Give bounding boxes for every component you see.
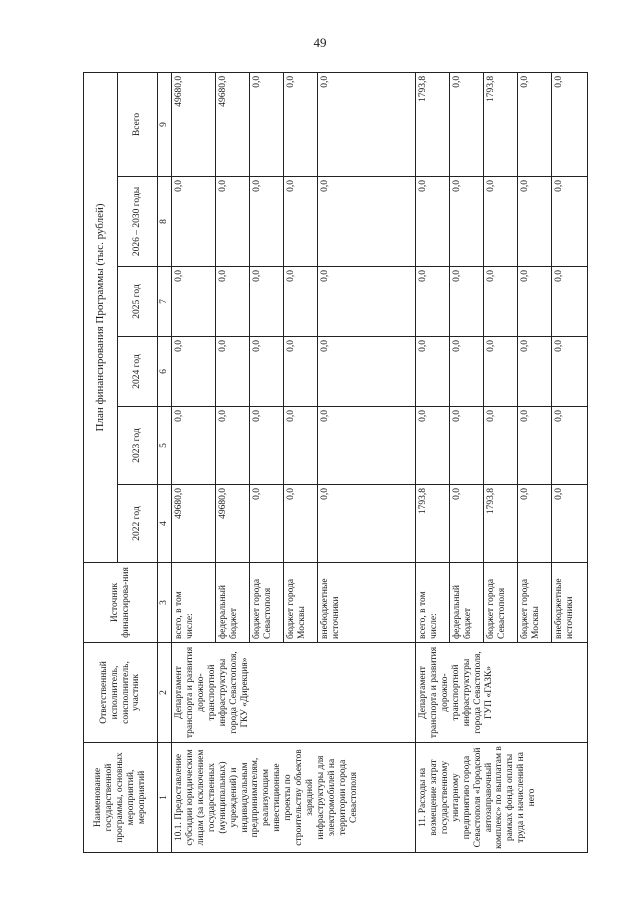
header-2026-2030: 2026 – 2030 годы [118, 177, 158, 267]
value-cell: 0,0 [552, 267, 588, 337]
value-cell: 0,0 [552, 407, 588, 485]
value-cell: 0,0 [284, 72, 318, 176]
value-cell: 0,0 [284, 337, 318, 407]
value-cell: 0,0 [216, 267, 250, 337]
value-cell: 0,0 [216, 337, 250, 407]
value-cell: 49680,0 [216, 485, 250, 563]
value-cell: 0,0 [318, 177, 416, 267]
measure-name: 11. Расходы на возмещение затрат государственному унитарному предприятию города Севастополя «Городской автозаправочный комплекс» по выплатам в рамках фонда оплаты труда и начислений на него [416, 743, 588, 853]
source-cell: бюджет города Москвы [284, 563, 318, 643]
header-2024: 2024 год [118, 337, 158, 407]
value-cell: 0,0 [250, 337, 284, 407]
value-cell: 0,0 [552, 337, 588, 407]
value-cell: 0,0 [216, 407, 250, 485]
table-row [172, 72, 216, 852]
value-cell: 0,0 [284, 485, 318, 563]
value-cell: 0,0 [318, 485, 416, 563]
value-cell: 0,0 [216, 177, 250, 267]
index-cell: 5 [158, 407, 172, 485]
header-total: Всего [118, 72, 158, 176]
value-cell: 0,0 [450, 337, 484, 407]
index-cell: 6 [158, 337, 172, 407]
value-cell: 0,0 [450, 177, 484, 267]
value-cell: 0,0 [250, 407, 284, 485]
source-cell: бюджет города Москвы [518, 563, 552, 643]
value-cell: 0,0 [552, 177, 588, 267]
executor: Департамент транспорта и развития дорожно-транспортной инфраструктуры города Севастополя, ГКУ «Дирекция» [172, 643, 416, 743]
value-cell: 0,0 [484, 337, 518, 407]
rotated-table-container [83, 73, 583, 853]
value-cell: 0,0 [284, 407, 318, 485]
index-cell: 1 [158, 743, 172, 853]
page-number: 49 [313, 35, 327, 50]
value-cell: 0,0 [484, 267, 518, 337]
value-cell: 0,0 [518, 72, 552, 176]
value-cell: 0,0 [484, 407, 518, 485]
value-cell: 1793,8 [484, 72, 518, 176]
header-executor: Ответственный исполнитель, соисполнитель, участник [84, 643, 158, 743]
value-cell: 0,0 [172, 177, 216, 267]
value-cell: 0,0 [172, 267, 216, 337]
index-row [158, 72, 172, 852]
source-cell: всего, в том числе: [416, 563, 450, 643]
value-cell: 0,0 [450, 407, 484, 485]
value-cell: 0,0 [172, 337, 216, 407]
index-cell: 7 [158, 267, 172, 337]
header-2022: 2022 год [118, 485, 158, 563]
index-cell: 9 [158, 72, 172, 176]
value-cell: 0,0 [284, 267, 318, 337]
index-cell: 8 [158, 177, 172, 267]
value-cell: 0,0 [450, 485, 484, 563]
header-name: Наименование государственной программы, основных мероприятий, мероприятий [84, 743, 158, 853]
value-cell: 0,0 [518, 337, 552, 407]
value-cell: 49680,0 [172, 72, 216, 176]
value-cell: 0,0 [416, 267, 450, 337]
header-source: Источник финансирова-ния [84, 563, 158, 643]
table-row [416, 72, 450, 852]
value-cell: 0,0 [172, 407, 216, 485]
value-cell: 0,0 [484, 177, 518, 267]
value-cell: 1793,8 [416, 485, 450, 563]
value-cell: 0,0 [450, 72, 484, 176]
value-cell: 1793,8 [484, 485, 518, 563]
value-cell: 1793,8 [416, 72, 450, 176]
source-cell: федеральный бюджет [216, 563, 250, 643]
value-cell: 0,0 [416, 407, 450, 485]
value-cell: 0,0 [250, 177, 284, 267]
value-cell: 0,0 [552, 72, 588, 176]
financing-table [83, 72, 588, 853]
value-cell: 0,0 [284, 177, 318, 267]
value-cell: 0,0 [518, 267, 552, 337]
source-cell: внебюджетные источники [552, 563, 588, 643]
value-cell: 0,0 [416, 177, 450, 267]
source-cell: всего, в том числе: [172, 563, 216, 643]
value-cell: 0,0 [518, 177, 552, 267]
index-cell: 2 [158, 643, 172, 743]
value-cell: 0,0 [318, 72, 416, 176]
value-cell: 0,0 [450, 267, 484, 337]
source-cell: бюджет города Севастополя [250, 563, 284, 643]
header-2025: 2025 год [118, 267, 158, 337]
measure-name: 10.1. Предоставление субсидии юридическим лицам (за исключением государственных (муниципальных) учреждений) и индивидуальным предпринимателям, реализующим инвестиционные проекты по строительству объектов зарядной инфраструктуры для электромобилей на территории города Севастополя [172, 743, 416, 853]
executor: Департамент транспорта и развития дорожно-транспортной инфраструктуры города Севастополя, ГУП «ГАЗК» [416, 643, 588, 743]
value-cell: 0,0 [318, 337, 416, 407]
value-cell: 0,0 [318, 407, 416, 485]
value-cell: 0,0 [250, 485, 284, 563]
value-cell: 0,0 [318, 267, 416, 337]
value-cell: 0,0 [250, 72, 284, 176]
value-cell: 49680,0 [216, 72, 250, 176]
value-cell: 0,0 [416, 337, 450, 407]
header-plan: План финансирования Программы (тыс. рублей) [84, 72, 118, 562]
source-cell: бюджет города Севастополя [484, 563, 518, 643]
value-cell: 49680,0 [172, 485, 216, 563]
value-cell: 0,0 [518, 485, 552, 563]
source-cell: федеральный бюджет [450, 563, 484, 643]
value-cell: 0,0 [552, 485, 588, 563]
index-cell: 4 [158, 485, 172, 563]
value-cell: 0,0 [250, 267, 284, 337]
value-cell: 0,0 [518, 407, 552, 485]
source-cell: внебюджетные источники [318, 563, 416, 643]
index-cell: 3 [158, 563, 172, 643]
header-2023: 2023 год [118, 407, 158, 485]
